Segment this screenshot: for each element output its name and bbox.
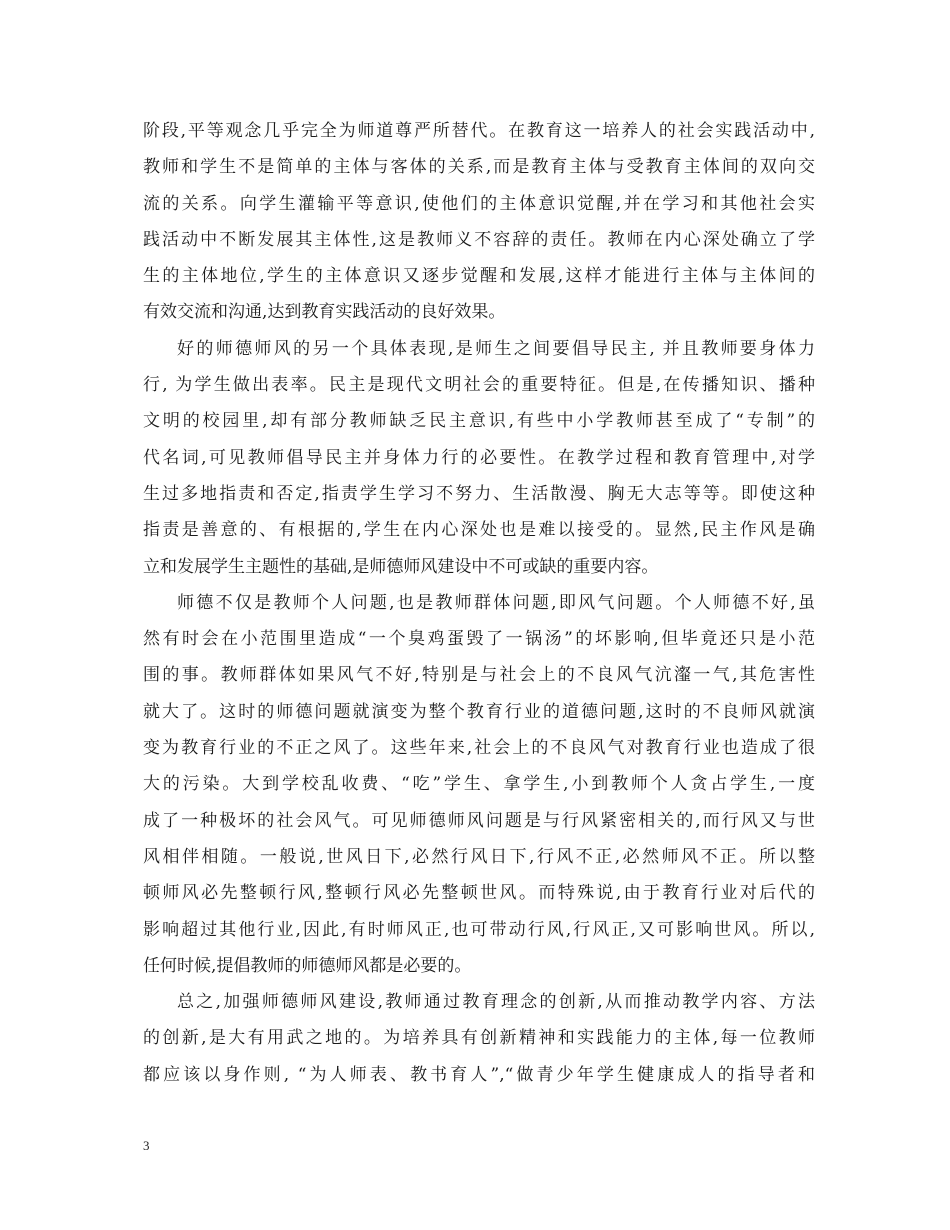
text-line: 流的关系。向学生灌输平等意识,使他们的主体意识觉醒,并在学习和其他社会实 — [143, 193, 815, 214]
text-line: 总之,加强师德师风建设,教师通过教育理念的创新,从而推动教学内容、方法 — [177, 992, 815, 1013]
text-line: 围的事。教师群体如果风气不好,特别是与社会上的不良风气沆瀣一气,其危害性 — [143, 665, 815, 686]
text-line: 风相伴相随。一般说,世风日下,必然行风日下,行风不正,必然师风不正。所以整 — [143, 846, 815, 867]
text-line: 行, 为学生做出表率。民主是现代文明社会的重要特征。但是,在传播知识、播种 — [143, 375, 815, 396]
text-line: 文明的校园里,却有部分教师缺乏民主意识,有些中小学教师甚至成了“专制”的 — [143, 411, 815, 432]
text-line: 生过多地指责和否定,指责学生学习不努力、生活散漫、胸无大志等等。即使这种 — [143, 483, 815, 504]
text-line: 然有时会在小范围里造成“一个臭鸡蛋毁了一锅汤”的坏影响,但毕竟还只是小范 — [143, 629, 815, 650]
text-line: 立和发展学生主题性的基础,是师德师风建设中不可或缺的重要内容。 — [143, 556, 659, 577]
text-line: 有效交流和沟通,达到教育实践活动的良好效果。 — [143, 302, 506, 323]
text-line: 生的主体地位,学生的主体意识又逐步觉醒和发展,这样才能进行主体与主体间的 — [143, 266, 815, 287]
text-line: 成了一种极坏的社会风气。可见师德师风问题是与行风紧密相关的,而行风又与世 — [143, 810, 815, 831]
text-line: 践活动中不断发展其主体性,这是教师义不容辞的责任。教师在内心深处确立了学 — [143, 229, 815, 250]
text-line: 变为教育行业的不正之风了。这些年来,社会上的不良风气对教育行业也造成了很 — [143, 738, 815, 759]
text-line: 指责是善意的、有根据的,学生在内心深处也是难以接受的。显然,民主作风是确 — [143, 520, 815, 541]
text-line: 影响超过其他行业,因此,有时师风正,也可带动行风,行风正,又可影响世风。所以, — [143, 919, 815, 940]
text-line: 任何时候,提倡教师的师德师风都是必要的。 — [143, 955, 472, 976]
body-text — [143, 113, 815, 1093]
text-line: 代名词,可见教师倡导民主并身体力行的必要性。在教学过程和教育管理中,对学 — [143, 447, 815, 468]
text-line: 的创新,是大有用武之地的。为培养具有创新精神和实践能力的主体,每一位教师 — [143, 1028, 815, 1049]
text-line: 顿师风必先整顿行风,整顿行风必先整顿世风。而特殊说,由于教育行业对后代的 — [143, 883, 815, 904]
text-line: 好的师德师风的另一个具体表现,是师生之间要倡导民主, 并且教师要身体力 — [177, 338, 815, 359]
text-line: 大的污染。大到学校乱收费、“吃”学生、拿学生,小到教师个人贪占学生,一度 — [143, 774, 815, 795]
text-line: 师德不仅是教师个人问题,也是教师群体问题,即风气问题。个人师德不好,虽 — [177, 592, 815, 613]
text-line: 都应该以身作则, “为人师表、教书育人”,“做青少年学生健康成人的指导者和 — [143, 1064, 815, 1085]
text-line: 就大了。这时的师德问题就演变为整个教育行业的道德问题,这时的不良师风就演 — [143, 701, 815, 722]
text-line: 教师和学生不是简单的主体与客体的关系,而是教育主体与受教育主体间的双向交 — [143, 157, 815, 178]
page-number: 3 — [143, 1138, 150, 1153]
text-line: 阶段,平等观念几乎完全为师道尊严所替代。在教育这一培养人的社会实践活动中, — [143, 121, 815, 141]
